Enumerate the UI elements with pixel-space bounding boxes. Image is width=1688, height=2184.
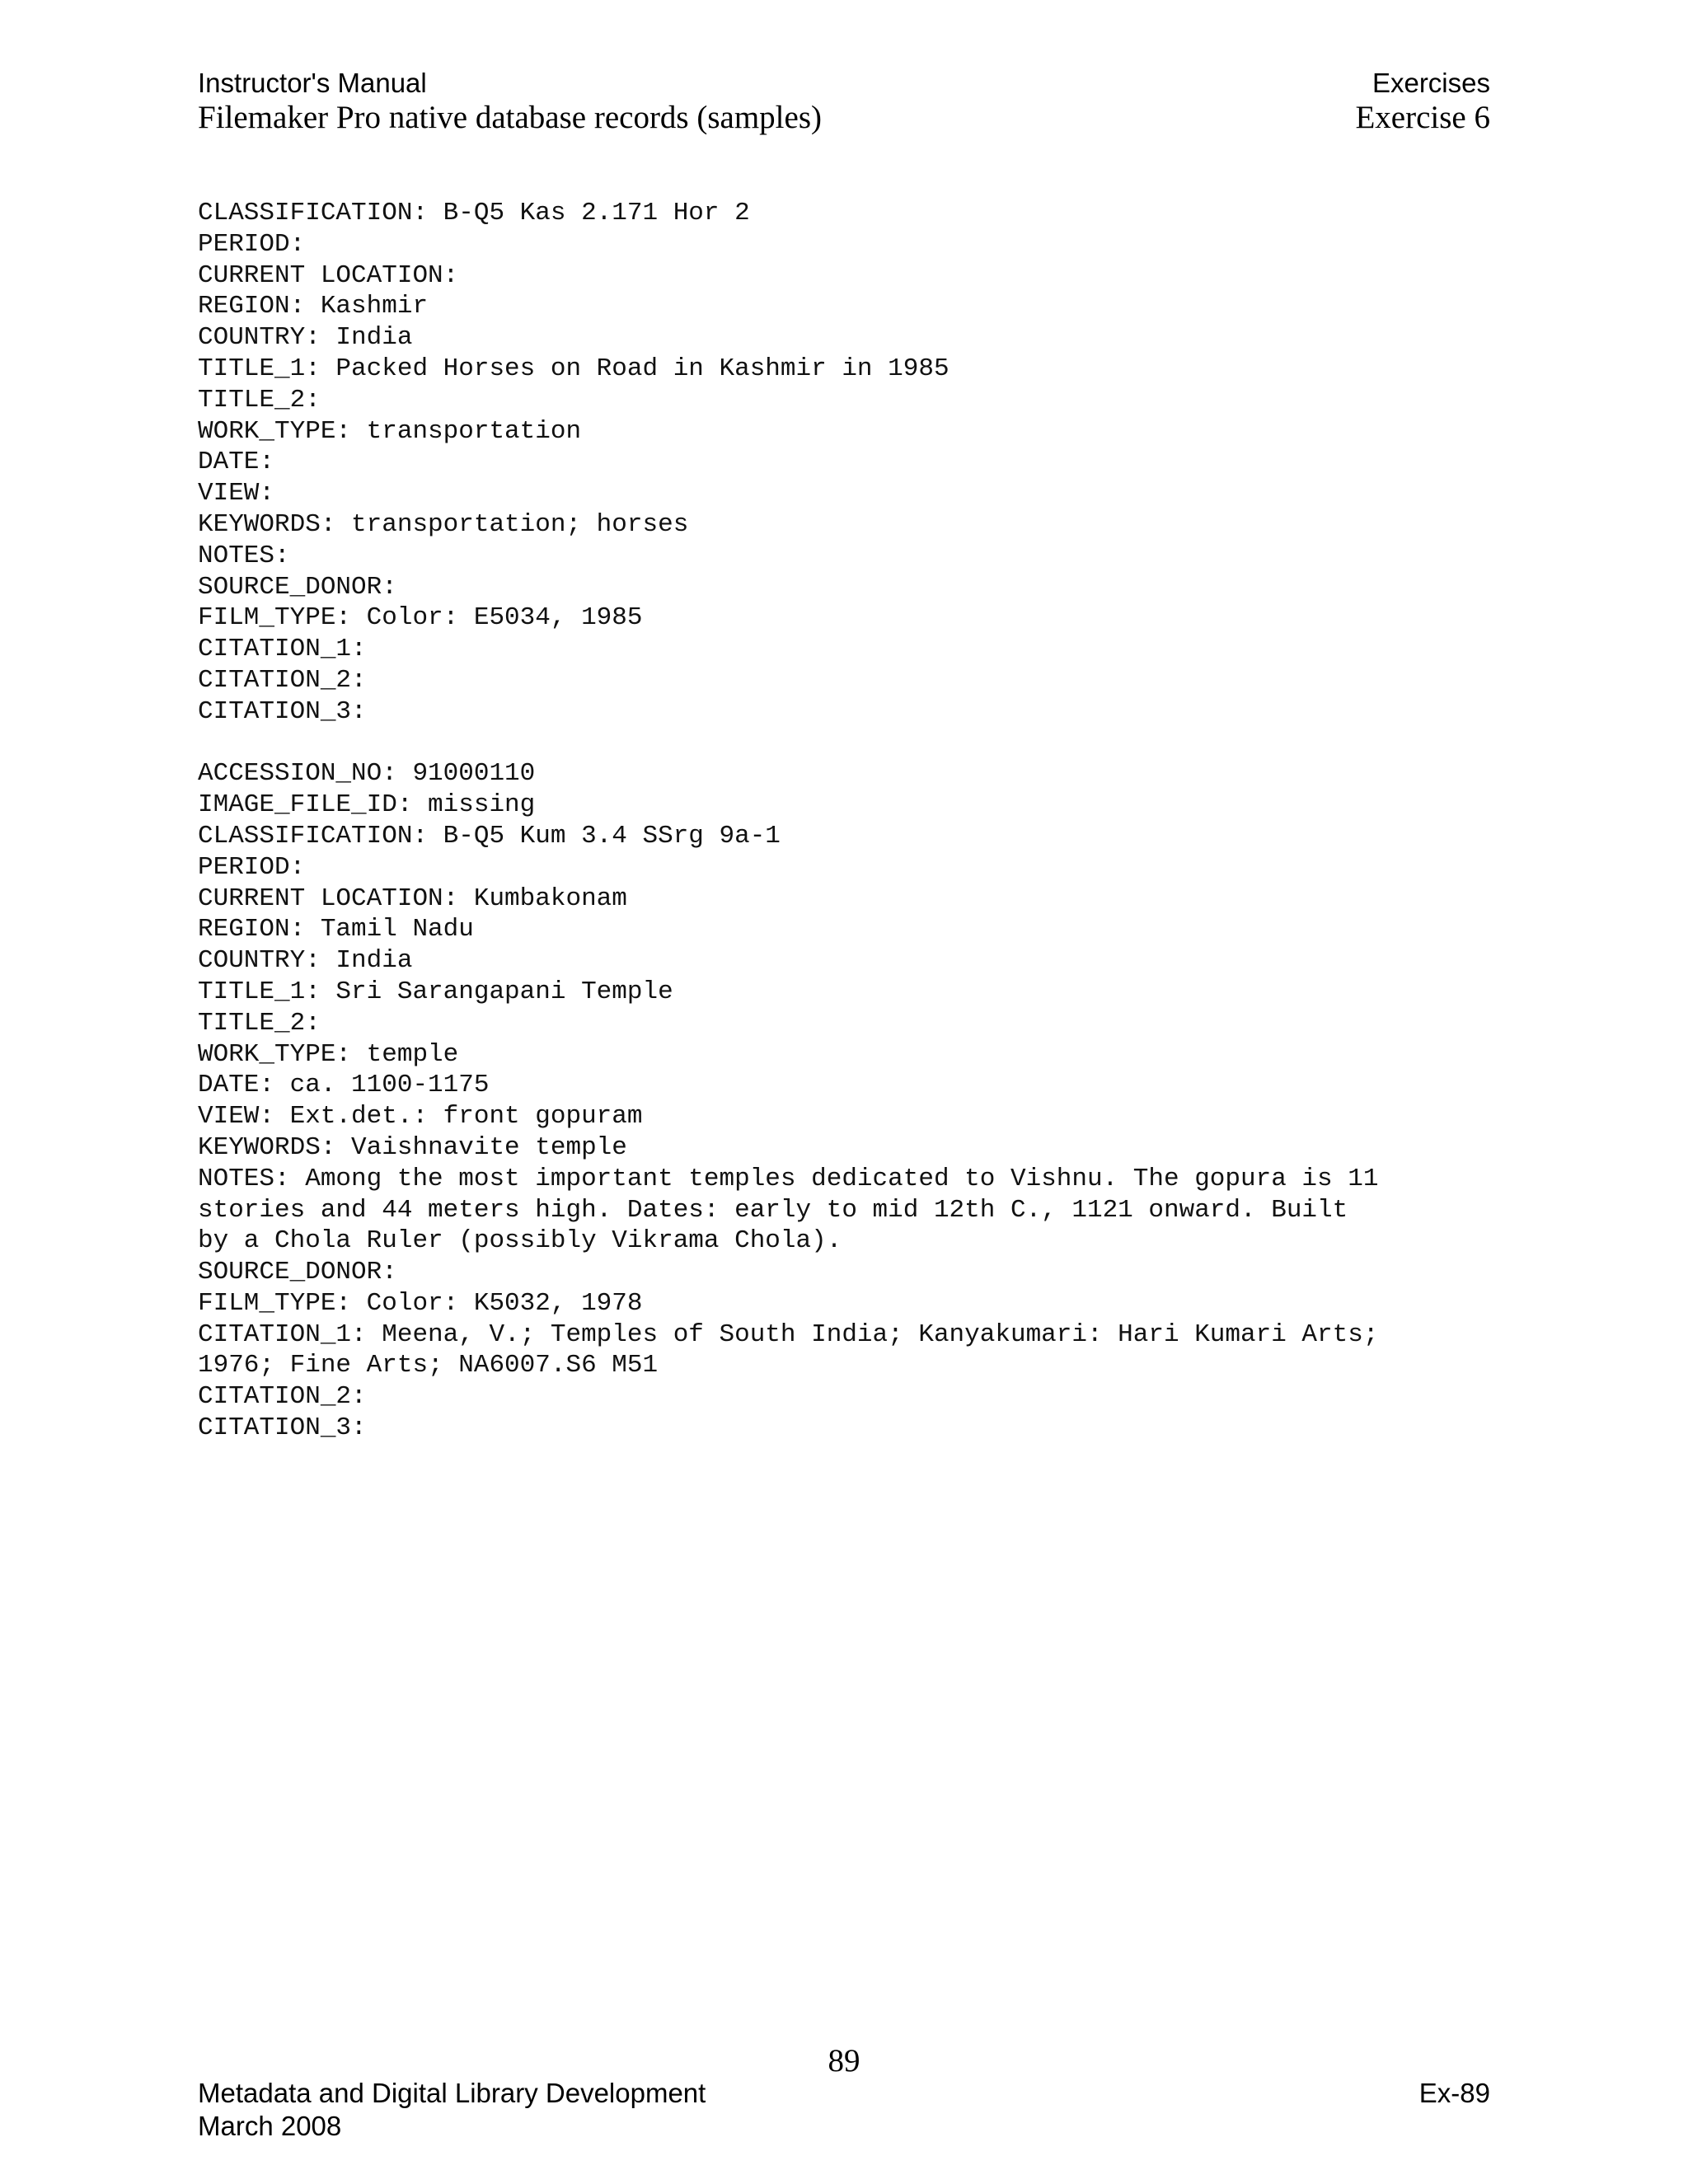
record-field-line: FILM_TYPE: Color: K5032, 1978 <box>198 1288 643 1318</box>
record-separator <box>198 728 1500 759</box>
record-field-line: DATE: ca. 1100-1175 <box>198 1071 490 1100</box>
record-field-line: CURRENT LOCATION: Kumbakonam <box>198 883 627 913</box>
record-field-line: CITATION_1: <box>198 635 367 664</box>
record-field-line: stories and 44 meters high. Dates: early to mid 12th C., 1121 onward. Built <box>198 1195 1348 1225</box>
record-field-line: CITATION_3: <box>198 1413 367 1443</box>
record-block <box>198 198 1500 728</box>
footer-page-label: Ex-89 <box>1418 2078 1490 2108</box>
record-field-line: NOTES: Among the most important temples dedicated to Vishnu. The gopura is 11 <box>198 1164 1379 1193</box>
record-field-line: COUNTRY: India <box>198 323 413 353</box>
record-field-line: VIEW: <box>198 479 275 509</box>
record-field-line: IMAGE_FILE_ID: missing <box>198 790 536 820</box>
record-field-line: TITLE_1: Sri Sarangapani Temple <box>198 977 673 1006</box>
footer-date: March 2008 <box>198 2111 342 2141</box>
record-field-line: REGION: Tamil Nadu <box>198 915 474 944</box>
page-number: 89 <box>828 2043 860 2079</box>
record-field-line: by a Chola Ruler (possibly Vikrama Chola). <box>198 1226 842 1256</box>
record-field-line: CLASSIFICATION: B-Q5 Kum 3.4 SSrg 9a-1 <box>198 821 781 851</box>
record-listing <box>198 198 1500 1444</box>
record-field-line: SOURCE_DONOR: <box>198 572 397 602</box>
header-manual-title: Instructor's Manual <box>198 68 427 98</box>
record-field-line: CLASSIFICATION: B-Q5 Kas 2.171 Hor 2 <box>198 199 750 227</box>
footer-course-title: Metadata and Digital Library Development <box>198 2078 706 2108</box>
record-field-line: KEYWORDS: transportation; horses <box>198 509 689 539</box>
record-field-line: KEYWORDS: Vaishnavite temple <box>198 1132 627 1162</box>
record-field-line: CITATION_3: <box>198 696 367 726</box>
record-field-line: 1976; Fine Arts; NA6007.S6 M51 <box>198 1351 659 1380</box>
record-field-line: DATE: <box>198 448 275 477</box>
record-field-line: WORK_TYPE: transportation <box>198 416 582 446</box>
record-field-line: COUNTRY: India <box>198 946 413 976</box>
record-field-line: SOURCE_DONOR: <box>198 1258 397 1287</box>
record-field-line: NOTES: <box>198 541 290 570</box>
record-field-line: TITLE_2: <box>198 385 321 415</box>
record-field-line: PERIOD: <box>198 229 306 259</box>
header-document-title: Filemaker Pro native database records (samples) <box>198 100 822 135</box>
record-field-line: VIEW: Ext.det.: front gopuram <box>198 1102 643 1132</box>
record-block <box>198 758 1500 1444</box>
record-field-line: CITATION_1: Meena, V.; Temples of South India; Kanyakumari: Hari Kumari Arts; <box>198 1319 1379 1349</box>
record-field-line: CURRENT LOCATION: <box>198 260 459 290</box>
record-field-line: PERIOD: <box>198 852 306 882</box>
header-section-label: Exercises <box>1372 68 1490 98</box>
record-field-line: FILM_TYPE: Color: E5034, 1985 <box>198 603 643 633</box>
footer-course-info <box>198 2077 706 2143</box>
record-field-line: WORK_TYPE: temple <box>198 1039 459 1069</box>
record-field-line: TITLE_2: <box>198 1008 321 1038</box>
record-field-line: CITATION_2: <box>198 665 367 695</box>
record-field-line: CITATION_2: <box>198 1382 367 1412</box>
record-field-line: TITLE_1: Packed Horses on Road in Kashmir in 1985 <box>198 354 950 383</box>
record-field-line: ACCESSION_NO: 91000110 <box>198 759 536 789</box>
record-field-line: REGION: Kashmir <box>198 292 429 321</box>
header-exercise-label: Exercise 6 <box>1355 100 1490 135</box>
